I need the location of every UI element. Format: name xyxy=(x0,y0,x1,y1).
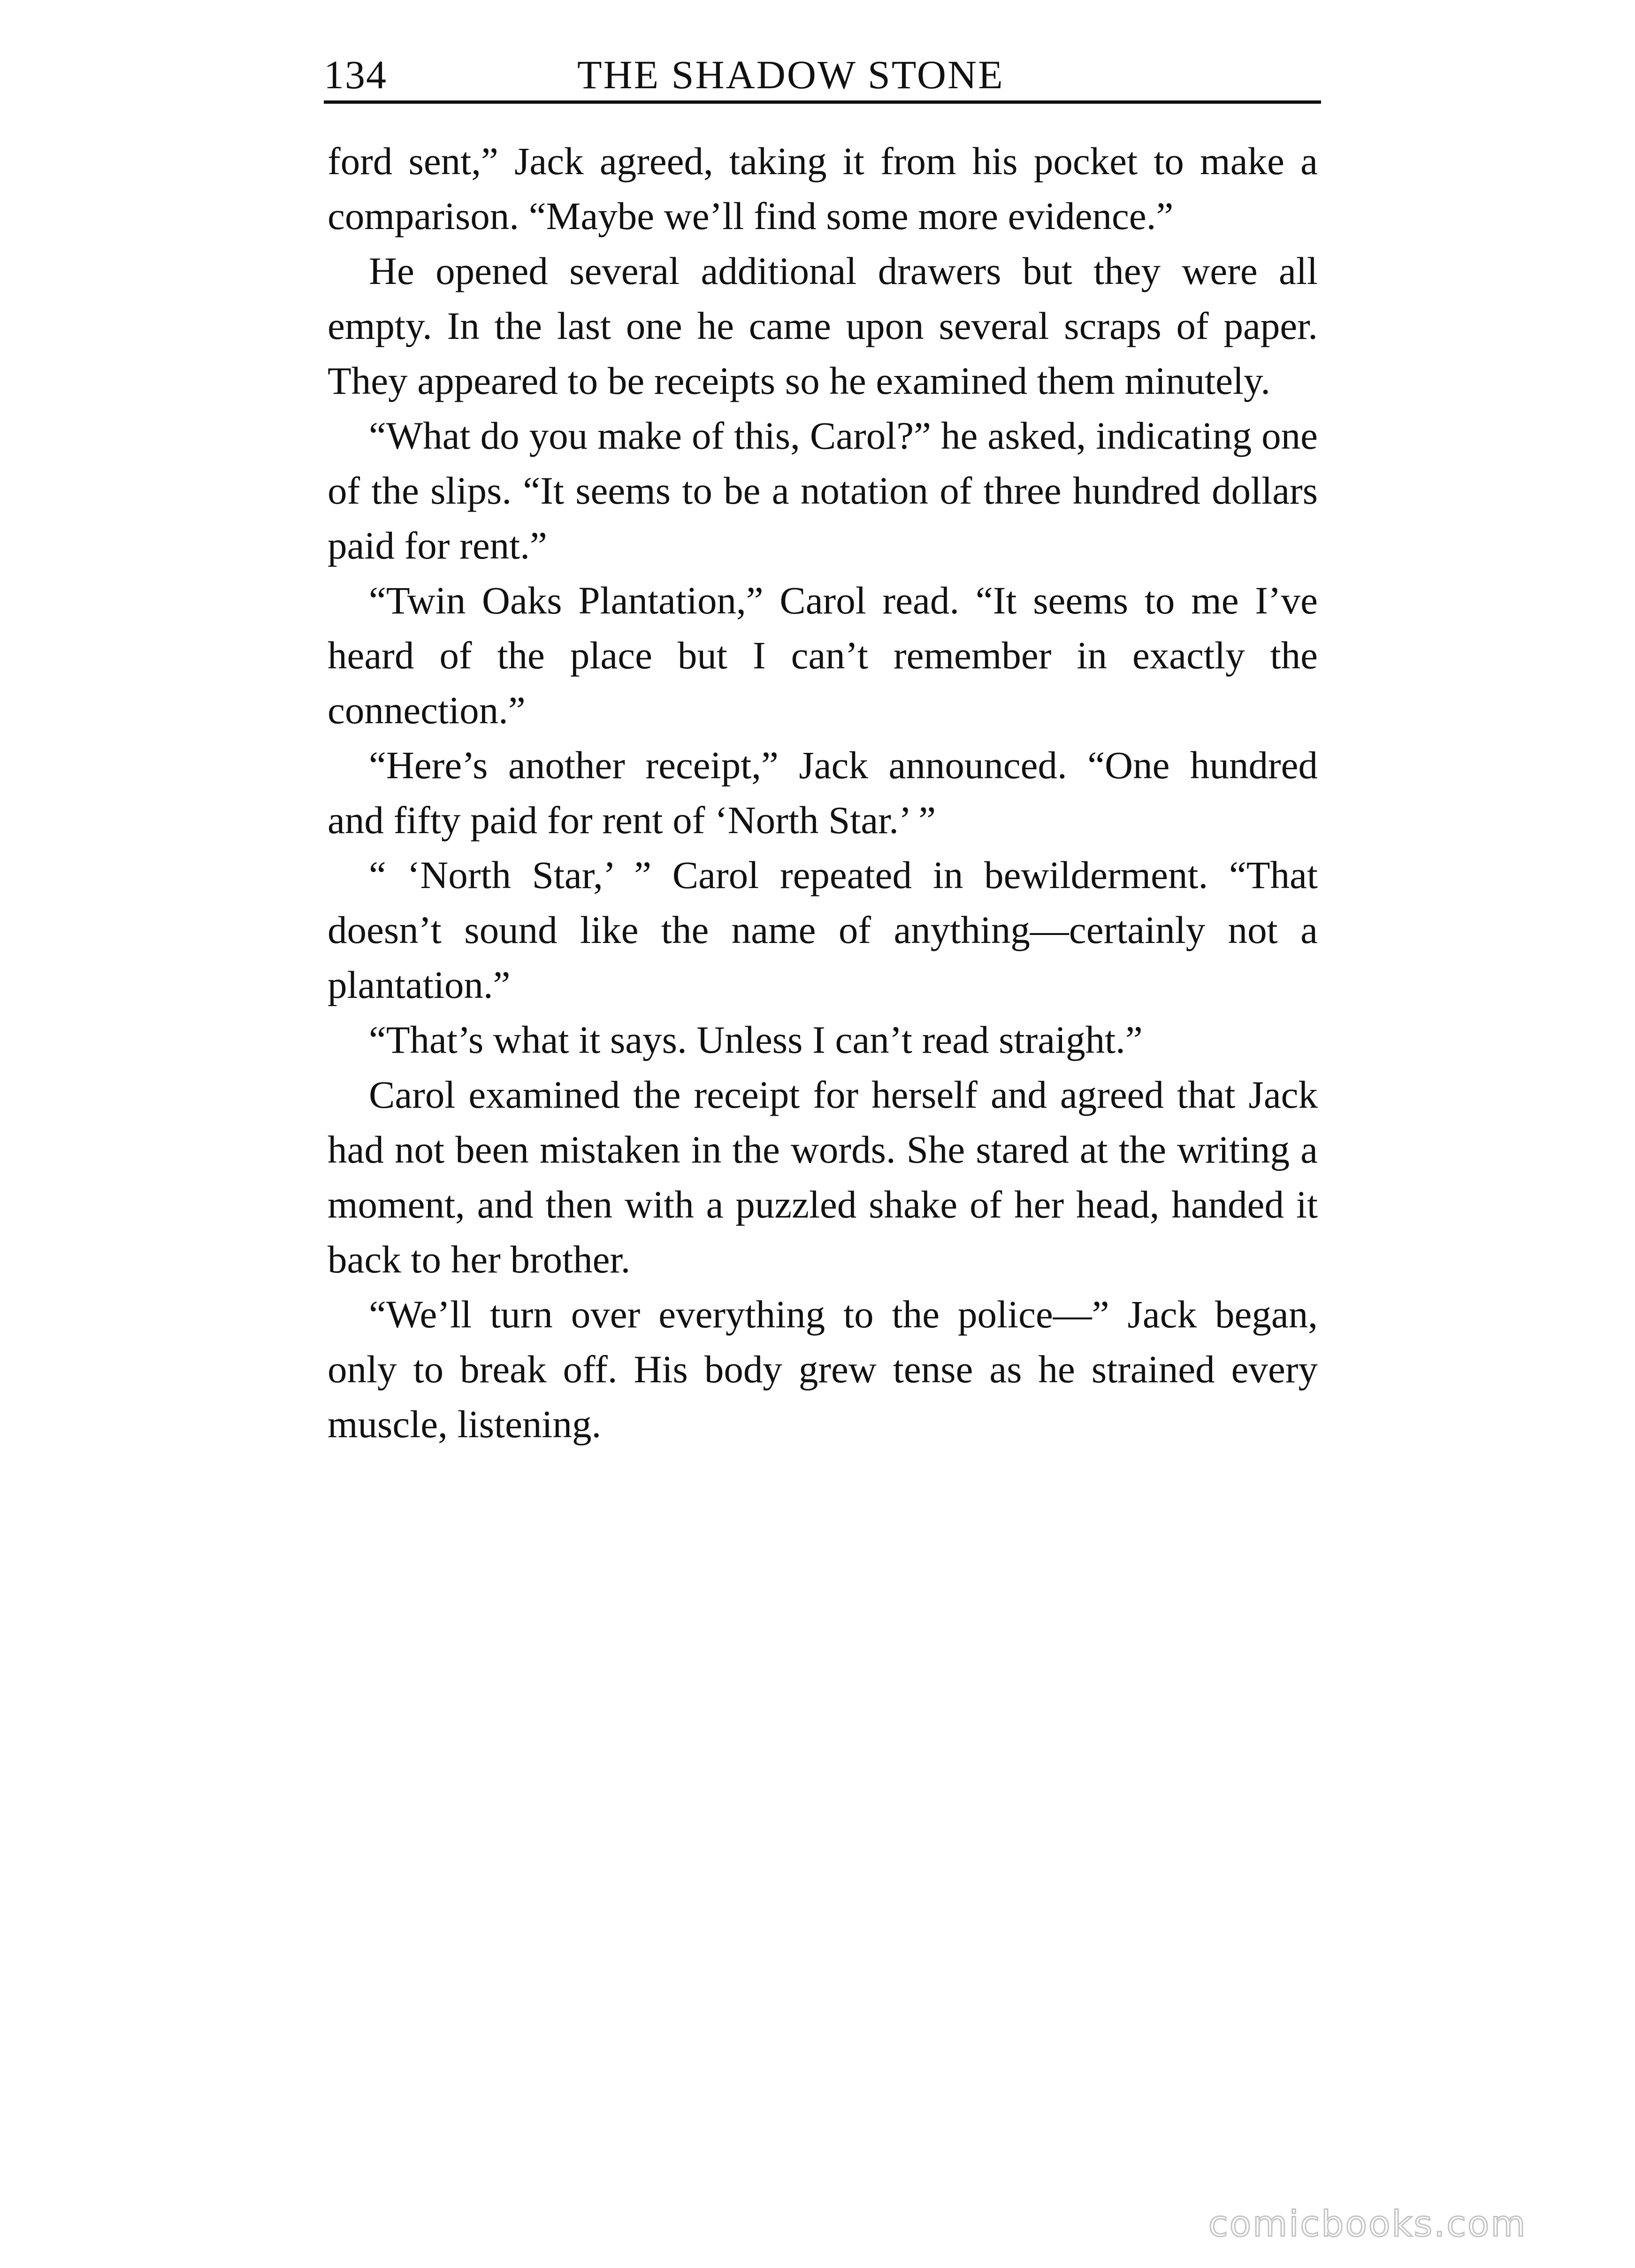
paragraph: “We’ll turn over everything to the police—” Jack began, only to break off. His body grew tense as he strained every muscle, listening. xyxy=(328,1293,1318,1446)
paragraph: “That’s what it says. Unless I can’t read straight.” xyxy=(369,1018,1143,1061)
header-rule xyxy=(324,100,1321,104)
site-watermark: comicbooks.com xyxy=(1208,2203,1527,2245)
paragraph: “What do you make of this, Carol?” he asked, indicating one of the slips. “It seems to be a notation of three hundred dollars paid for rent.” xyxy=(328,414,1318,567)
paragraph: “Twin Oaks Plantation,” Carol read. “It seems to me I’ve heard of the place but I can’t remember in exactly the connection.” xyxy=(328,579,1318,732)
paragraph: He opened several additional drawers but they were all empty. In the last one he came upon several scraps of paper. They appeared to be receipts so he examined them minutely. xyxy=(328,249,1318,402)
page-number: 134 xyxy=(324,52,387,97)
paragraph: “ ‘North Star,’ ” Carol repeated in bewilderment. “That doesn’t sound like the name of anything—certainly not a plantation.” xyxy=(328,853,1318,1006)
running-title: THE SHADOW STONE xyxy=(577,52,1004,97)
paragraph: “Here’s another receipt,” Jack announced. “One hundred and fifty paid for rent of ‘North Star.’ ” xyxy=(328,743,1318,842)
paragraph: Carol examined the receipt for herself and agreed that Jack had not been mistaken in the words. She stared at the writing a moment, and then with a puzzled shake of her head, handed it back to her brother. xyxy=(328,1073,1318,1281)
paragraph: ford sent,” Jack agreed, taking it from his pocket to make a comparison. “Maybe we’ll find some more evidence.” xyxy=(328,139,1318,238)
body-text xyxy=(328,134,1318,1452)
running-head xyxy=(324,47,1321,102)
